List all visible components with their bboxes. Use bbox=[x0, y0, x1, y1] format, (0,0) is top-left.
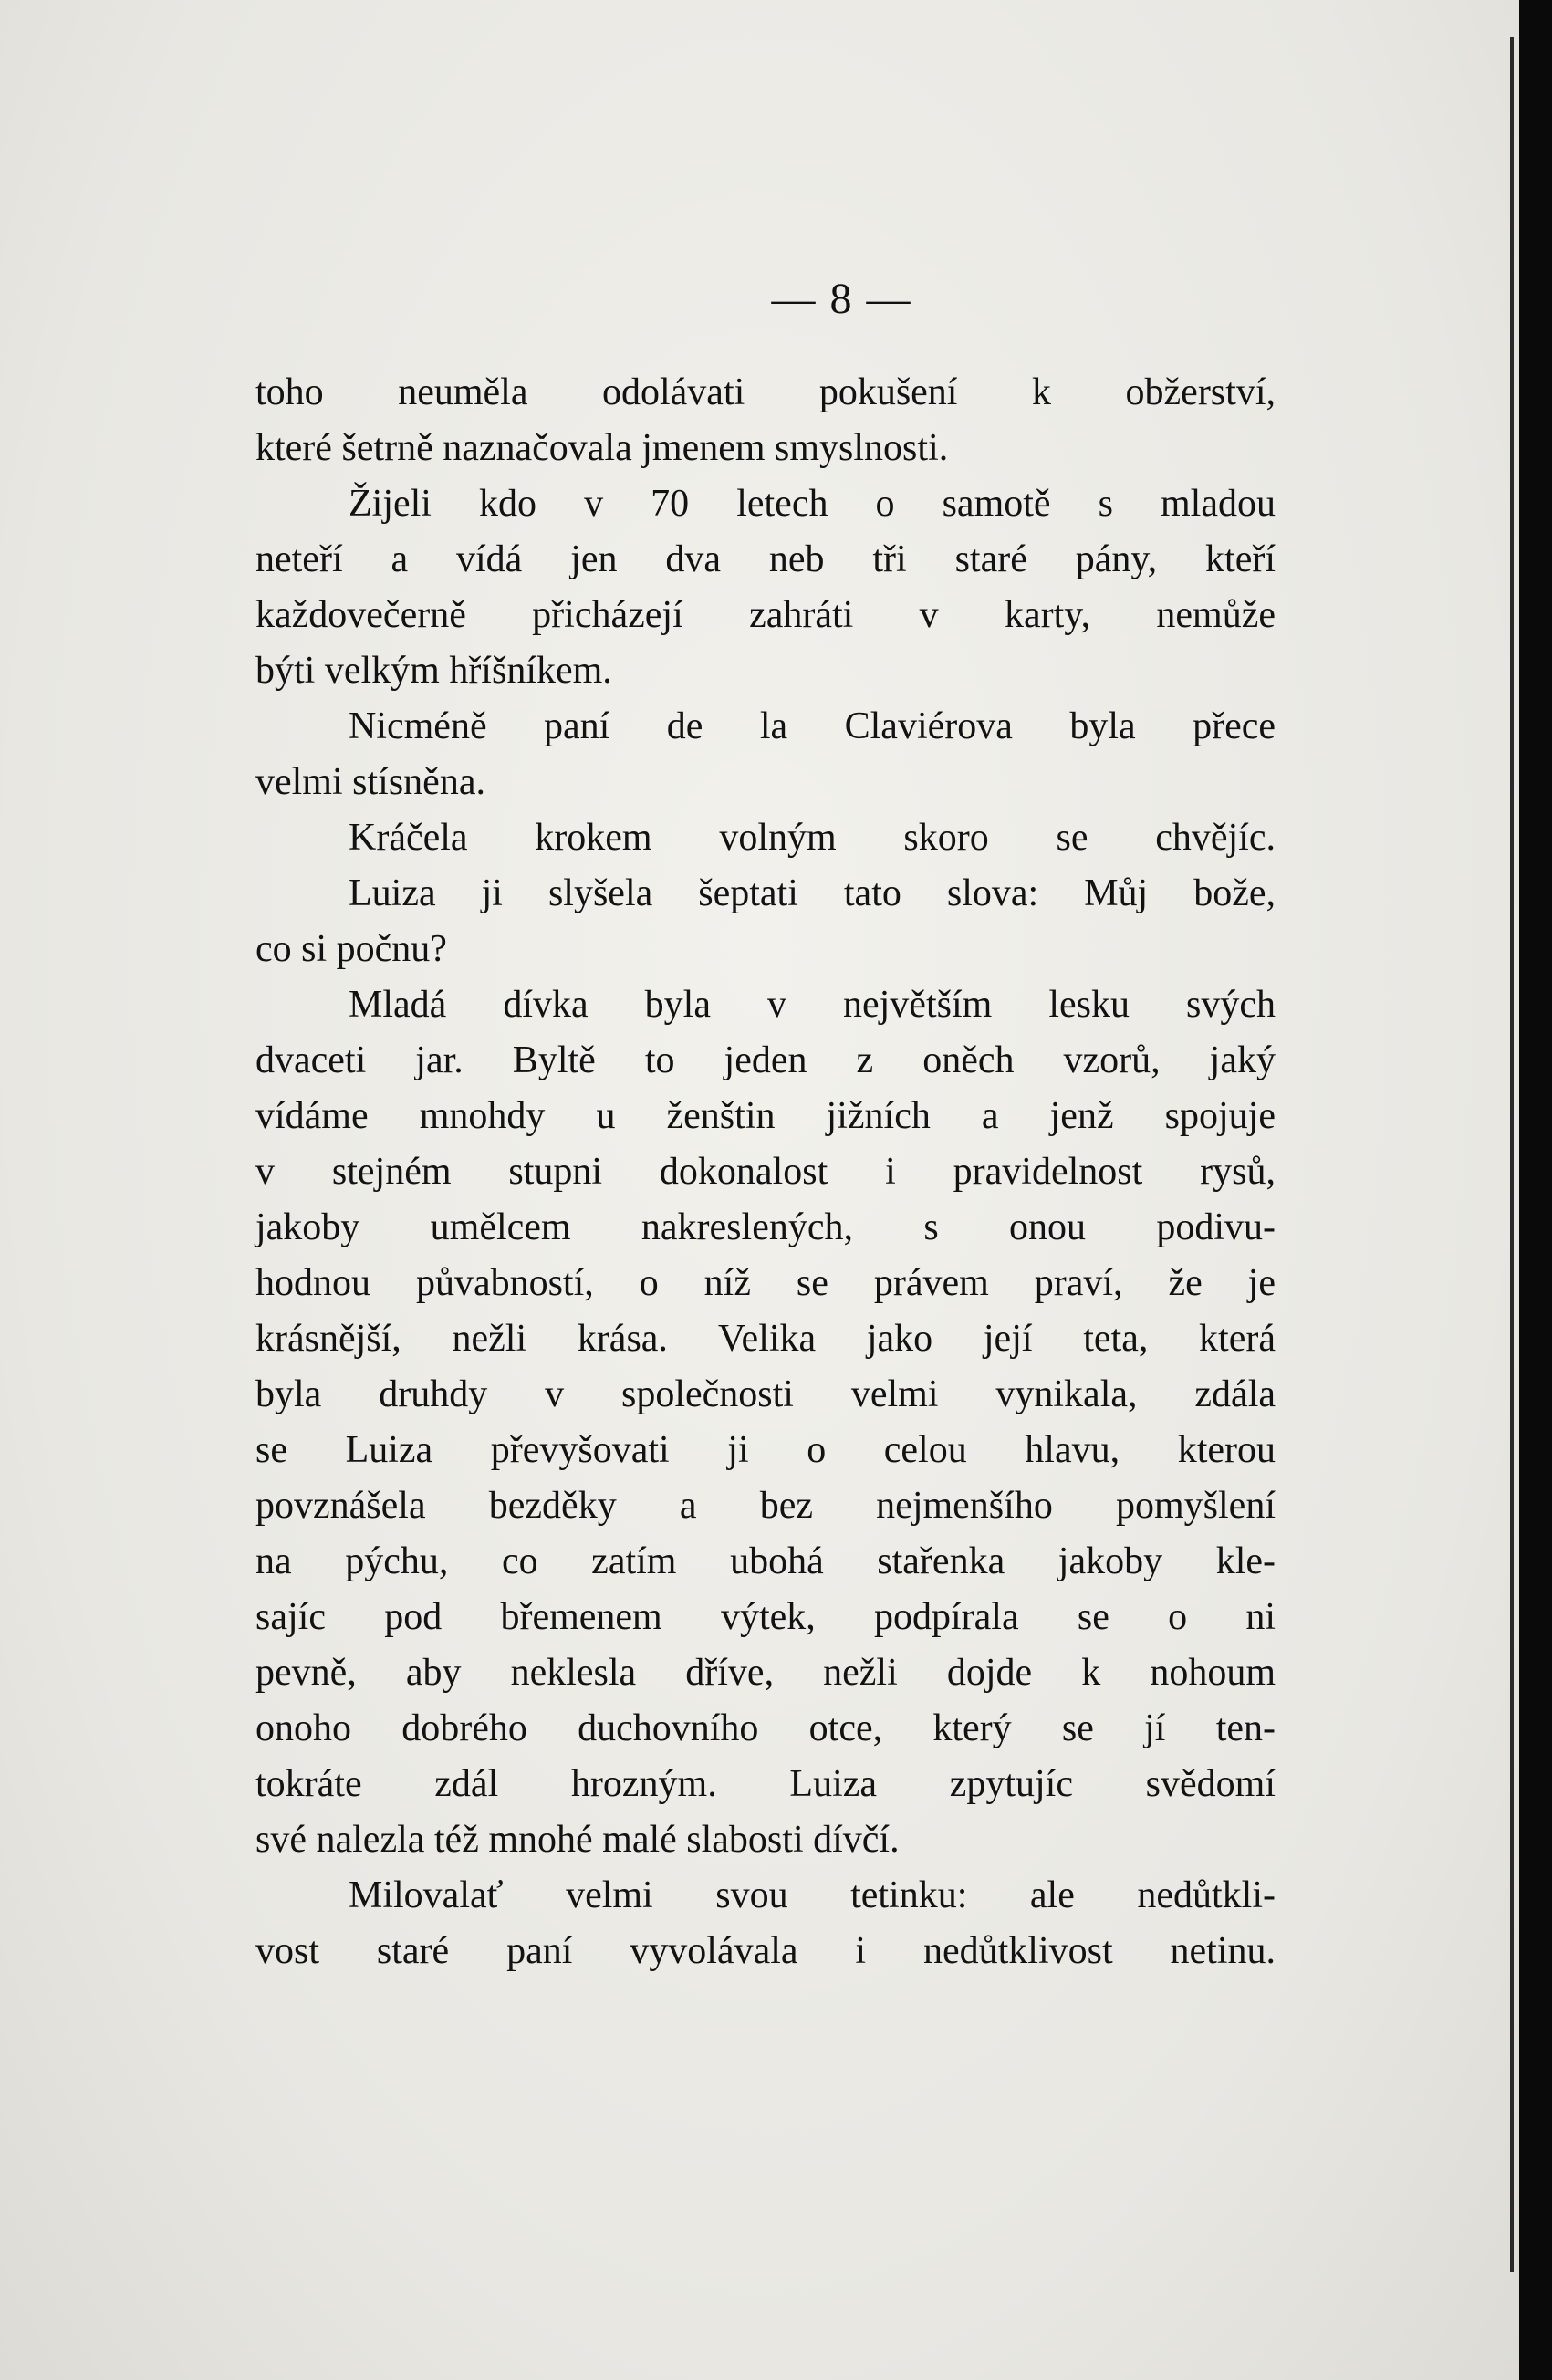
text-line: hodnou půvabností, o níž se právem praví, že je bbox=[255, 1262, 1276, 1304]
text-line: Luiza ji slyšela šeptati tato slova: Můj bože, bbox=[349, 872, 1276, 914]
text-line: dvaceti jar. Byltě to jeden z oněch vzorů, jaký bbox=[255, 1039, 1276, 1081]
page-edge-shadow bbox=[1510, 37, 1514, 2272]
text-line: povznášela bezděky a bez nejmenšího pomyšlení bbox=[255, 1485, 1276, 1527]
text-line: tokráte zdál hrozným. Luiza zpytujíc svědomí bbox=[255, 1763, 1276, 1805]
text-line: Milovalať velmi svou tetinku: ale nedůtkli- bbox=[349, 1874, 1276, 1916]
text-line: onoho dobrého duchovního otce, který se jí ten- bbox=[255, 1707, 1276, 1749]
text-line: na pýchu, co zatím ubohá stařenka jakoby kle- bbox=[255, 1540, 1276, 1582]
text-line: Žijeli kdo v 70 letech o samotě s mladou bbox=[349, 483, 1276, 525]
text-line: každovečerně přicházejí zahráti v karty, nemůže bbox=[255, 594, 1276, 636]
text-line: se Luiza převyšovati ji o celou hlavu, kterou bbox=[255, 1429, 1276, 1471]
text-line: sajíc pod břemenem výtek, podpírala se o ni bbox=[255, 1596, 1276, 1638]
text-line: býti velkým hříšníkem. bbox=[255, 650, 612, 692]
text-line: v stejném stupni dokonalost i pravidelnost rysů, bbox=[255, 1151, 1276, 1193]
text-line: co si počnu? bbox=[255, 928, 447, 970]
text-line: byla druhdy v společnosti velmi vynikala, zdála bbox=[255, 1373, 1276, 1415]
text-line: jakoby umělcem nakreslených, s onou podivu- bbox=[255, 1206, 1276, 1248]
text-line: Kráčela krokem volným skoro se chvějíc. bbox=[349, 817, 1276, 859]
text-line: pevně, aby neklesla dříve, nežli dojde k nohoum bbox=[255, 1652, 1276, 1694]
text-line: toho neuměla odolávati pokušení k obžerství, bbox=[255, 371, 1276, 413]
text-line: velmi stísněna. bbox=[255, 761, 485, 803]
text-line: Mladá dívka byla v největším lesku svých bbox=[349, 984, 1276, 1026]
text-line: neteří a vídá jen dva neb tři staré pány, kteří bbox=[255, 538, 1276, 580]
text-line: krásnější, nežli krása. Velika jako její teta, která bbox=[255, 1318, 1276, 1360]
text-line: které šetrně naznačovala jmenem smyslnosti. bbox=[255, 427, 949, 469]
text-line: vost staré paní vyvolávala i nedůtklivost netinu. bbox=[255, 1930, 1276, 1972]
scan-border bbox=[1519, 0, 1552, 2380]
text-line: Nicméně paní de la Claviérova byla přece bbox=[349, 705, 1276, 747]
text-line: vídáme mnohdy u ženštin jižních a jenž spojuje bbox=[255, 1095, 1276, 1137]
text-line: své nalezla též mnohé malé slabosti dívčí. bbox=[255, 1819, 900, 1861]
page-number: — 8 — bbox=[771, 275, 912, 323]
body-text bbox=[255, 365, 1276, 1979]
